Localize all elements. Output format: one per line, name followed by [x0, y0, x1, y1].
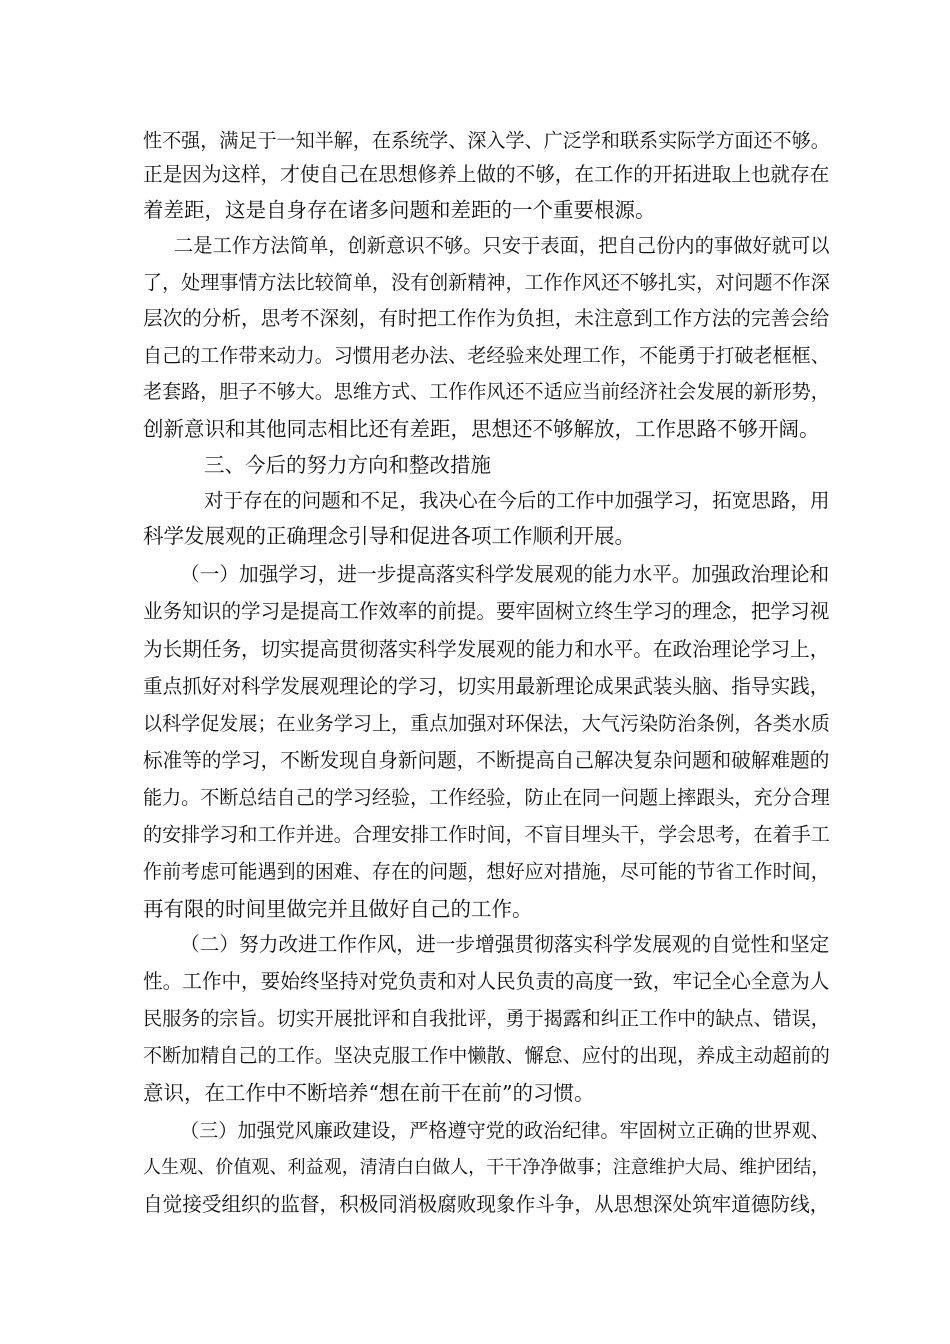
text-line: 意识，在工作中不断培养“想在前干在前”的习惯。 — [143, 1081, 595, 1105]
text-line: 自己的工作带来动力。习惯用老办法、老经验来处理工作，不能勇于打破老框框、 — [143, 345, 830, 367]
text-line: 自觉接受组织的监督，积极同消极腐败现象作斗争，从思想深处筑牢道德防线， — [143, 1193, 830, 1216]
text-line: 重点抓好对科学发展观理论的学习，切实用最新理论成果武装头脑、指导实践， — [143, 675, 830, 698]
subsection-heading: （一）加强学习，进一步提高落实科学发展观的能力水平。加强政治理论和 — [180, 563, 830, 586]
text-line: 能力。不断总结自己的学习经验，工作经验，防止在同一问题上摔跟头，充分合理 — [143, 787, 830, 809]
text-line: 业务知识的学习是提高工作效率的前提。要牢固树立终生学习的理念，把学习视 — [143, 600, 830, 623]
text-line: 人生观、价值观、利益观，清清白白做人，干干净净做事；注意维护大局、维护团结， — [143, 1157, 830, 1178]
text-line: 作前考虑可能遇到的困难、存在的问题，想好应对措施，尽可能的节省工作时间， — [143, 861, 830, 883]
text-line: 着差距，这是自身存在诸多问题和差距的一个重要根源。 — [143, 198, 656, 222]
text-line: 了，处理事情方法比较简单，没有创新精神，工作作风还不够扎实，对问题不作深 — [143, 272, 830, 294]
text-line: 二是工作方法简单，创新意识不够。只安于表面，把自己份内的事做好就可以 — [174, 234, 830, 257]
text-line: 老套路，胆子不够大。思维方式、工作作风还不适应当前经济社会发展的新形势， — [143, 381, 830, 403]
text-line: 不断加精自己的工作。坚决克服工作中懒散、懈怠、应付的出现，养成主动超前的 — [143, 1045, 830, 1067]
text-line: 为长期任务，切实提高贯彻落实科学发展观的能力和水平。在政治理论学习上， — [143, 638, 830, 661]
text-line: 性。工作中，要始终坚持对党负责和对人民负责的高度一致，牢记全心全意为人 — [143, 970, 830, 993]
text-line: 层次的分析，思考不深刻，有时把工作作为负担，未注意到工作方法的完善会给 — [143, 307, 830, 330]
text-line: 标准等的学习，不断发现自身新问题，不断提高自己解决复杂问题和破解难题的 — [143, 749, 830, 772]
text-line: 以科学促发展；在业务学习上，重点加强对环保法，大气污染防治条例，各类水质 — [143, 713, 830, 735]
section-heading: 三、今后的努力方向和整改措施 — [204, 453, 491, 477]
text-line: 的安排学习和工作并进。合理安排工作时间，不盲目埋头干，学会思考，在着手工 — [143, 824, 830, 846]
text-line: 对于存在的问题和不足，我决心在今后的工作中加强学习，拓宽思路，用 — [204, 489, 830, 512]
text-line: 民服务的宗旨。切实开展批评和自我批评，勇于揭露和纠正工作中的缺点、错误， — [143, 1008, 830, 1030]
text-line: 科学发展观的正确理念引导和促进各项工作顺利开展。 — [143, 524, 635, 548]
subsection-heading: （二）努力改进工作作风，进一步增强贯彻落实科学发展观的自觉性和坚定 — [180, 933, 830, 956]
text-line: 性不强，满足于一知半解，在系统学、深入学、广泛学和联系实际学方面还不够。 — [143, 130, 830, 152]
subsection-heading: （三）加强党风廉政建设，严格遵守党的政治纪律。牢固树立正确的世界观、 — [180, 1119, 830, 1142]
text-line: 正是因为这样，才使自己在思想修养上做的不够，在工作的开拓进取上也就存在 — [143, 163, 830, 186]
text-line: 再有限的时间里做完并且做好自己的工作。 — [143, 897, 533, 921]
text-line: 创新意识和其他同志相比还有差距，思想还不够解放，工作思路不够开阔。 — [143, 417, 820, 441]
